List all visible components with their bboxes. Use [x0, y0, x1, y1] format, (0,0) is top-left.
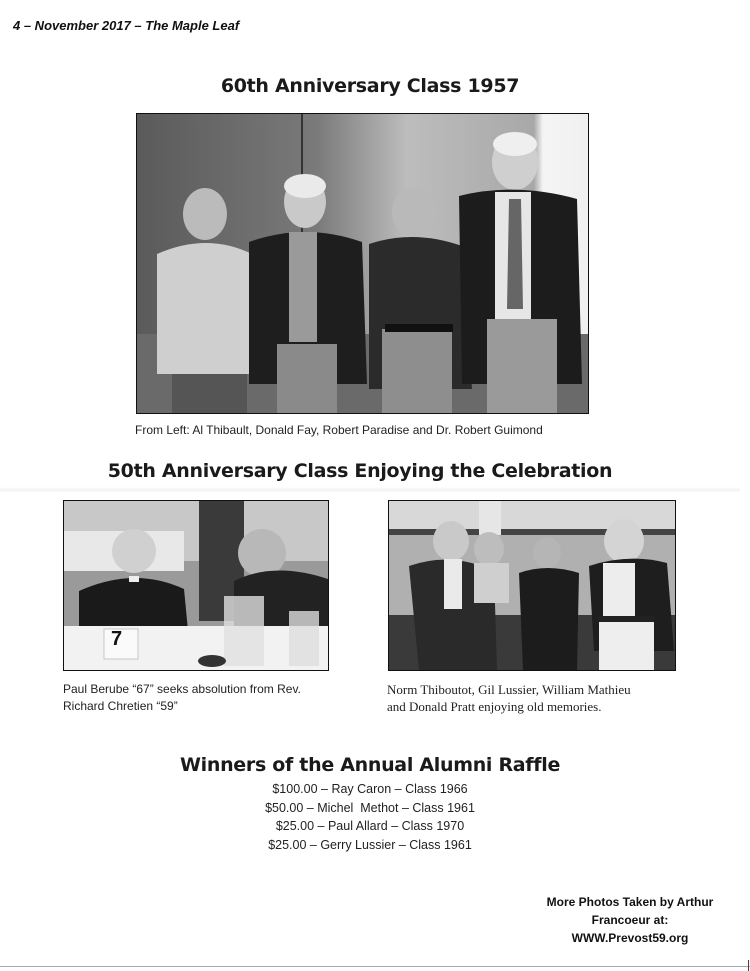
section-title-raffle: Winners of the Annual Alumni Raffle: [179, 754, 561, 776]
running-header: 4 – November 2017 – The Maple Leaf: [13, 18, 240, 33]
more-photos-line-1: More Photos Taken by Arthur: [546, 895, 714, 909]
section-title-60th: 60th Anniversary Class 1957: [220, 75, 520, 97]
photo-standing-conversation: [388, 500, 676, 671]
caption-right-line-2: and Donald Pratt enjoying old memories.: [387, 699, 602, 714]
photo-four-men-talking: [389, 501, 675, 670]
page-edge-mark: [748, 960, 749, 971]
photo-caption-60th: From Left: Al Thibault, Donald Fay, Robert Paradise and Dr. Robert Guimond: [135, 423, 543, 437]
scan-smudge: [0, 487, 740, 493]
caption-left-line-2: Richard Chretien “59”: [63, 699, 178, 713]
caption-right-line-1: Norm Thiboutot, Gil Lussier, William Mathieu: [387, 682, 631, 697]
section-title-50th: 50th Anniversary Class Enjoying the Celebration: [107, 460, 613, 482]
photo-dinner-table: [63, 500, 329, 671]
table-number-card: 7: [111, 628, 123, 650]
photo-caption-right: [387, 681, 631, 715]
raffle-winner: $25.00 – Paul Allard – Class 1970: [275, 819, 465, 833]
page-bottom-rule: [0, 966, 750, 967]
photo-four-men-standing: [137, 114, 588, 413]
photo-two-men-seated: [64, 501, 328, 670]
raffle-winner: $50.00 – Michel Methot – Class 1961: [265, 800, 475, 815]
more-photos-website-link[interactable]: WWW.Prevost59.org: [571, 931, 689, 945]
photo-caption-left: [63, 681, 301, 715]
raffle-winner: $25.00 – Gerry Lussier – Class 1961: [268, 837, 472, 852]
more-photos-note: [530, 893, 730, 947]
caption-left-line-1: Paul Berube “67” seeks absolution from Rev.: [63, 682, 301, 696]
raffle-winners-list: [0, 780, 740, 854]
raffle-winner: $100.00 – Ray Caron – Class 1966: [272, 782, 468, 796]
more-photos-line-2: Francoeur at:: [591, 913, 669, 927]
photo-60th-anniversary-group: [136, 113, 589, 414]
